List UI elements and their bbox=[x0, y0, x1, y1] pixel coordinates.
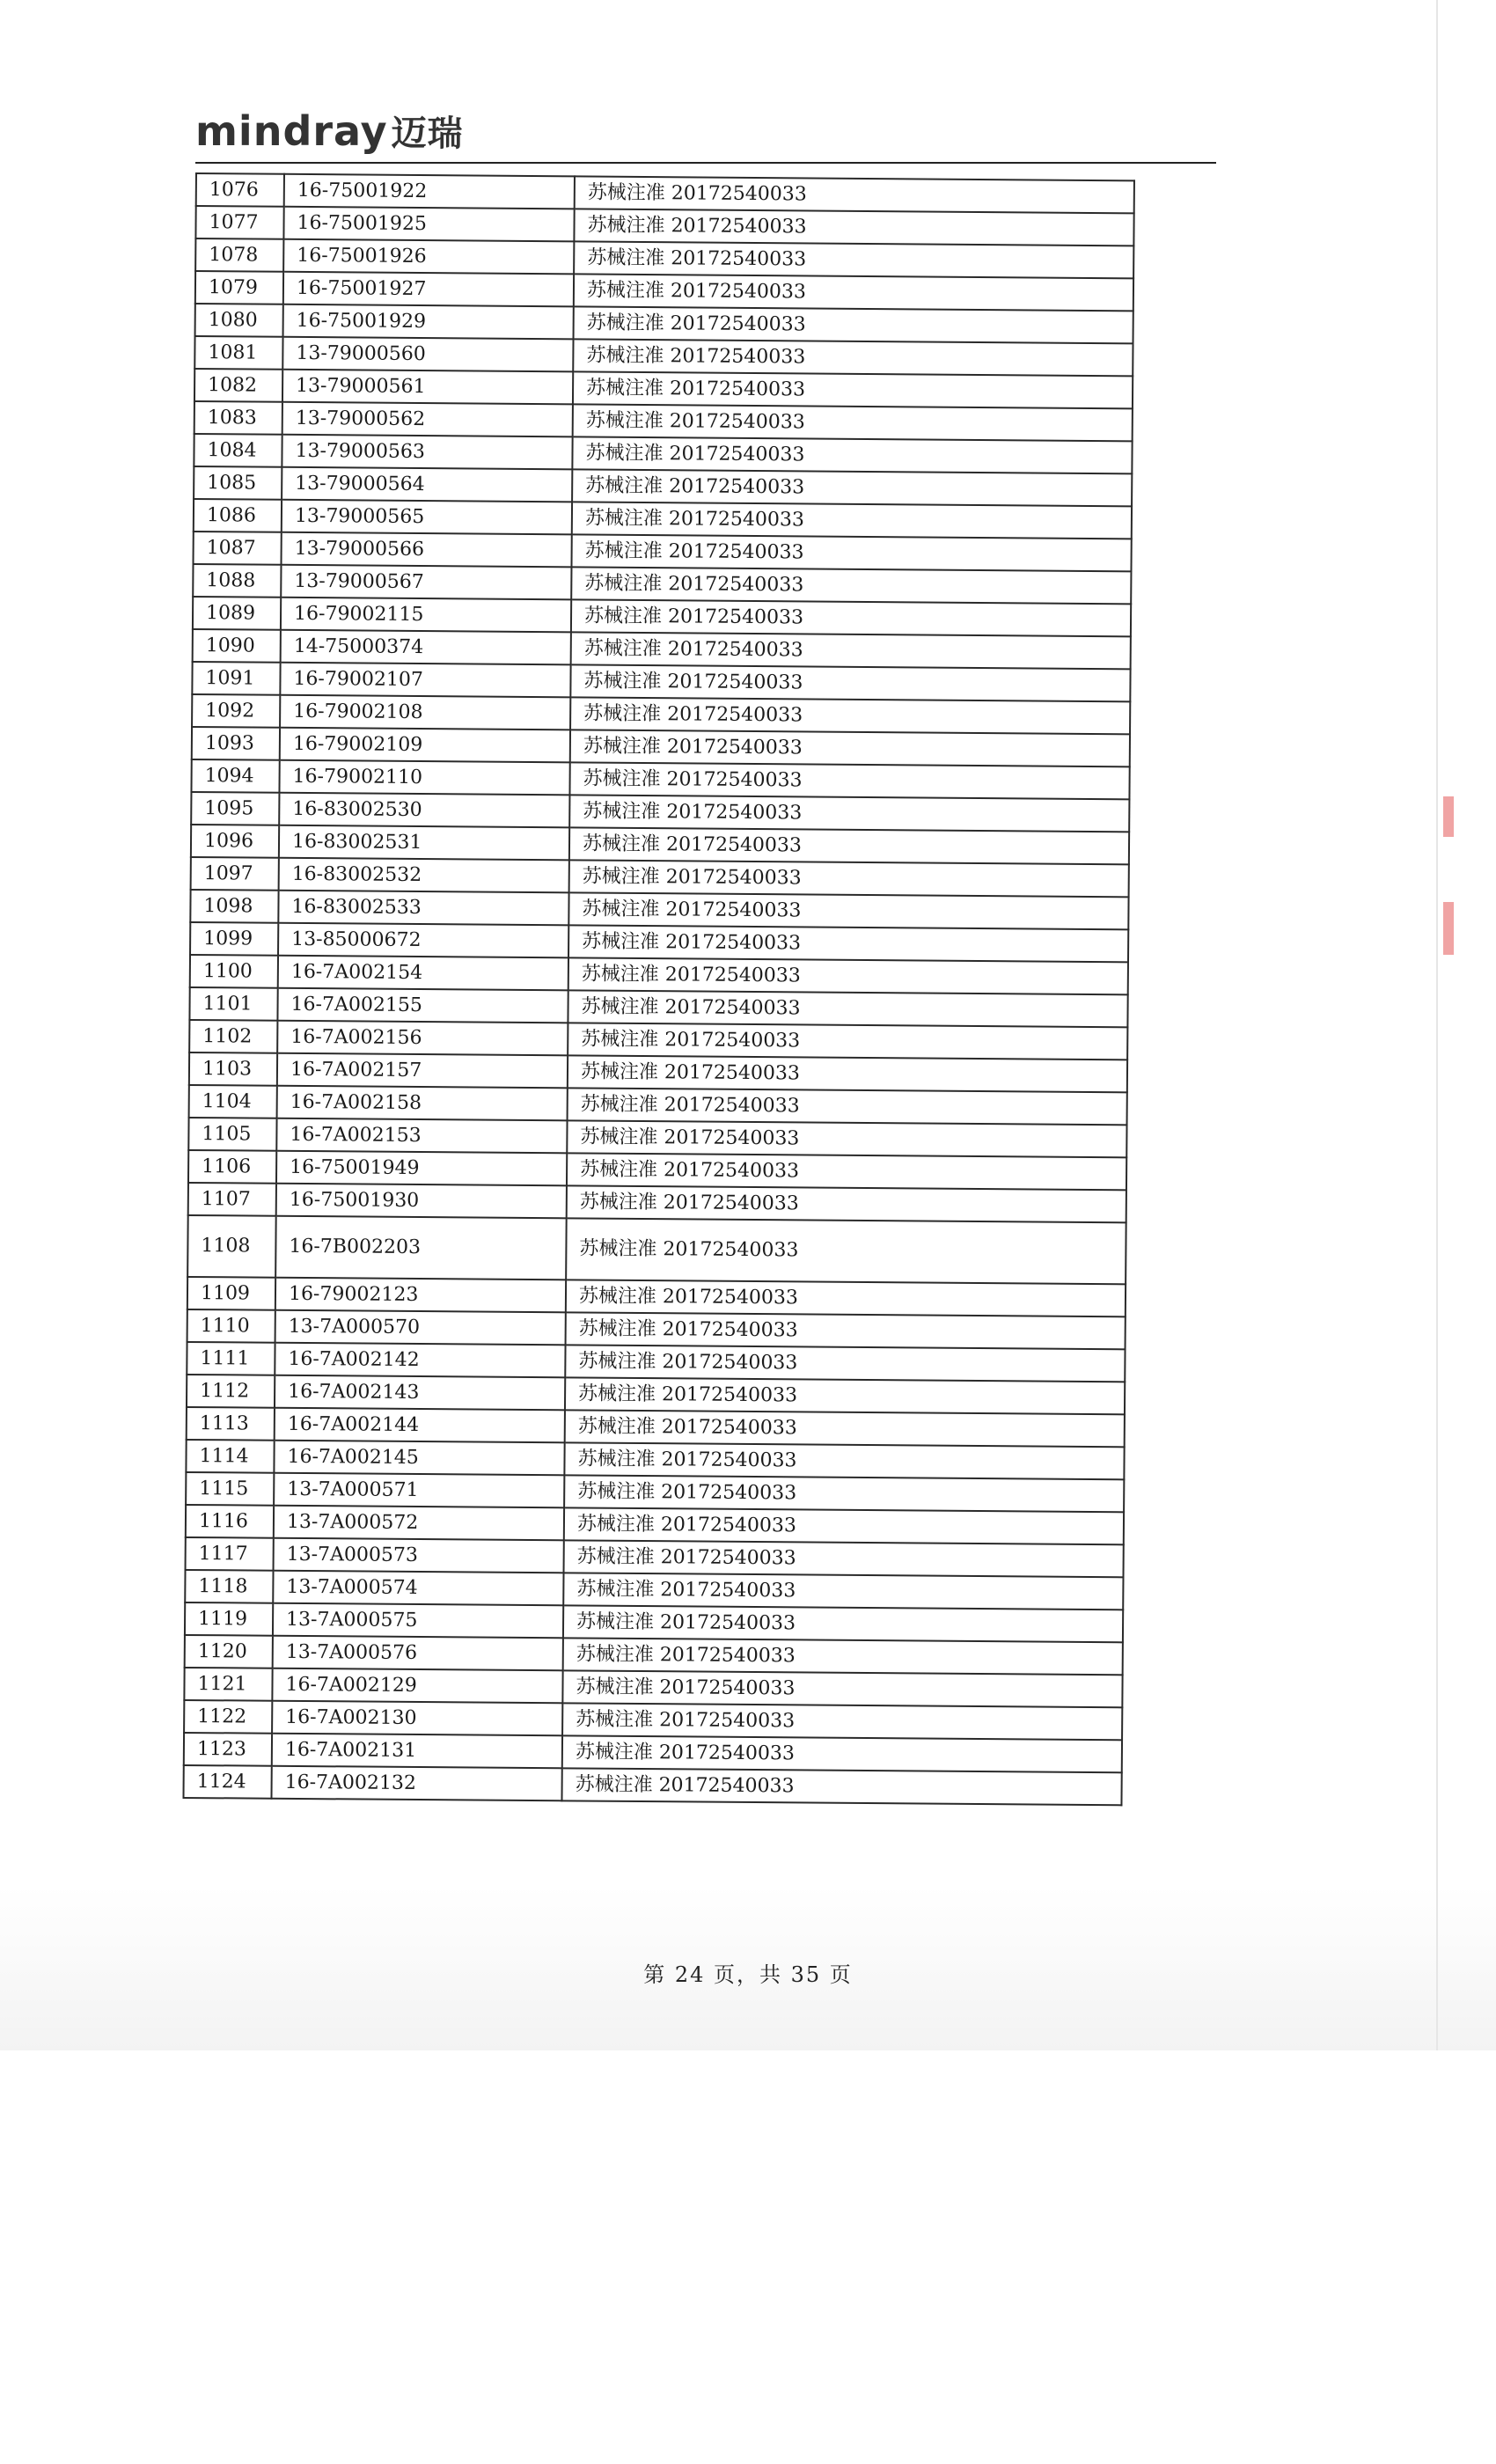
product-code-cell: 16-75001930 bbox=[276, 1184, 567, 1219]
product-code-cell: 13-7A000572 bbox=[274, 1506, 564, 1541]
product-code-cell: 13-79000567 bbox=[281, 565, 571, 600]
product-code-cell: 16-79002123 bbox=[275, 1278, 566, 1313]
product-code-cell: 16-7A002131 bbox=[272, 1734, 562, 1769]
product-code-cell: 16-75001929 bbox=[283, 304, 574, 340]
product-code-cell: 16-7B002203 bbox=[275, 1216, 567, 1280]
seq-cell: 1090 bbox=[193, 629, 281, 663]
scan-edge-line bbox=[1436, 0, 1438, 2050]
registration-number-cell: 苏械注准 20172540033 bbox=[561, 1768, 1121, 1805]
registration-number-cell: 苏械注准 20172540033 bbox=[574, 306, 1133, 343]
product-code-cell: 16-7A002157 bbox=[277, 1053, 568, 1089]
seq-cell: 1108 bbox=[187, 1215, 276, 1278]
seq-cell: 1088 bbox=[193, 564, 281, 598]
registration-number-cell: 苏械注准 20172540033 bbox=[573, 339, 1133, 376]
seq-cell: 1084 bbox=[194, 434, 282, 467]
registration-number-cell: 苏械注准 20172540033 bbox=[566, 1218, 1126, 1284]
product-code-cell: 16-83002530 bbox=[279, 793, 569, 828]
registration-number-cell: 苏械注准 20172540033 bbox=[574, 209, 1133, 246]
seq-cell: 1121 bbox=[184, 1668, 272, 1701]
seq-cell: 1101 bbox=[189, 987, 277, 1021]
seq-cell: 1119 bbox=[185, 1602, 273, 1636]
seq-cell: 1109 bbox=[187, 1277, 275, 1310]
registration-number-cell: 苏械注准 20172540033 bbox=[571, 632, 1131, 669]
registration-number-cell: 苏械注准 20172540033 bbox=[566, 1280, 1126, 1316]
registration-number-cell: 苏械注准 20172540033 bbox=[563, 1573, 1123, 1610]
seq-cell: 1118 bbox=[185, 1570, 273, 1603]
registration-number-cell: 苏械注准 20172540033 bbox=[571, 599, 1131, 636]
registration-number-cell: 苏械注准 20172540033 bbox=[572, 502, 1132, 539]
registration-number-cell: 苏械注准 20172540033 bbox=[566, 1312, 1126, 1349]
seq-cell: 1085 bbox=[194, 466, 282, 500]
registration-number-cell: 苏械注准 20172540033 bbox=[568, 925, 1128, 962]
registration-number-cell: 苏械注准 20172540033 bbox=[573, 404, 1133, 441]
registration-number-cell: 苏械注准 20172540033 bbox=[567, 1185, 1126, 1222]
registration-number-cell: 苏械注准 20172540033 bbox=[565, 1345, 1125, 1382]
product-code-cell: 16-79002108 bbox=[280, 695, 570, 730]
product-code-cell: 16-7A002158 bbox=[277, 1086, 568, 1121]
registration-number-cell: 苏械注准 20172540033 bbox=[569, 795, 1129, 832]
page-header bbox=[195, 107, 1216, 165]
registration-number-cell: 苏械注准 20172540033 bbox=[565, 1377, 1125, 1414]
product-code-cell: 16-75001925 bbox=[283, 207, 574, 242]
product-code-cell: 16-83002531 bbox=[279, 825, 569, 861]
table-row bbox=[183, 1765, 1121, 1805]
seq-cell: 1077 bbox=[195, 206, 283, 239]
registration-number-cell: 苏械注准 20172540033 bbox=[567, 1120, 1126, 1157]
registration-number-cell: 苏械注准 20172540033 bbox=[571, 567, 1131, 604]
seq-cell: 1081 bbox=[194, 336, 282, 370]
product-code-cell: 13-7A000575 bbox=[273, 1603, 563, 1639]
product-code-cell: 16-75001926 bbox=[283, 239, 574, 275]
seq-cell: 1102 bbox=[189, 1020, 277, 1053]
registration-number-cell: 苏械注准 20172540033 bbox=[564, 1540, 1124, 1577]
seq-cell: 1078 bbox=[195, 238, 283, 272]
registration-number-cell: 苏械注准 20172540033 bbox=[571, 534, 1131, 571]
product-code-cell: 14-75000374 bbox=[281, 630, 571, 665]
seq-cell: 1087 bbox=[194, 532, 282, 565]
product-code-cell: 16-7A002155 bbox=[277, 988, 568, 1023]
registration-number-cell: 苏械注准 20172540033 bbox=[570, 664, 1130, 701]
seq-cell: 1079 bbox=[195, 271, 283, 304]
registration-number-cell: 苏械注准 20172540033 bbox=[565, 1410, 1125, 1447]
seq-cell: 1097 bbox=[191, 857, 279, 891]
product-code-cell: 16-7A002129 bbox=[272, 1668, 562, 1704]
seq-cell: 1117 bbox=[186, 1537, 274, 1571]
seq-cell: 1123 bbox=[184, 1733, 272, 1766]
seq-cell: 1122 bbox=[184, 1700, 272, 1734]
registration-number-cell: 苏械注准 20172540033 bbox=[572, 469, 1132, 506]
page-number: 第 24 页，共 35 页 bbox=[643, 1962, 853, 1987]
registration-number-cell: 苏械注准 20172540033 bbox=[569, 762, 1129, 799]
seq-cell: 1110 bbox=[187, 1309, 275, 1343]
seq-cell: 1113 bbox=[187, 1407, 275, 1441]
seq-cell: 1076 bbox=[196, 173, 284, 207]
registration-number-cell: 苏械注准 20172540033 bbox=[570, 697, 1130, 734]
product-code-cell: 13-79000565 bbox=[282, 500, 572, 535]
registration-number-cell: 苏械注准 20172540033 bbox=[575, 176, 1134, 213]
seq-cell: 1095 bbox=[191, 792, 279, 825]
product-code-cell: 16-83002533 bbox=[278, 891, 568, 926]
seq-cell: 1091 bbox=[192, 662, 280, 695]
product-code-cell: 16-7A002132 bbox=[271, 1766, 561, 1801]
product-code-cell: 16-7A002145 bbox=[274, 1441, 564, 1476]
registration-number-cell: 苏械注准 20172540033 bbox=[567, 1153, 1126, 1190]
product-code-cell: 16-83002532 bbox=[279, 858, 569, 893]
registration-table-body bbox=[183, 173, 1133, 1805]
registration-number-cell: 苏械注准 20172540033 bbox=[568, 1055, 1127, 1092]
seq-cell: 1098 bbox=[190, 890, 278, 923]
product-code-cell: 13-7A000573 bbox=[274, 1538, 564, 1573]
product-code-cell: 13-79000562 bbox=[282, 402, 573, 437]
seq-cell: 1124 bbox=[183, 1765, 271, 1799]
product-code-cell: 13-7A000574 bbox=[273, 1571, 563, 1606]
registration-number-cell: 苏械注准 20172540033 bbox=[573, 371, 1133, 408]
seq-cell: 1120 bbox=[185, 1635, 273, 1668]
registration-number-cell: 苏械注准 20172540033 bbox=[569, 827, 1129, 864]
product-code-cell: 13-79000566 bbox=[282, 532, 572, 568]
registration-number-cell: 苏械注准 20172540033 bbox=[562, 1670, 1122, 1707]
registration-number-cell: 苏械注准 20172540033 bbox=[562, 1703, 1122, 1740]
product-code-cell: 16-75001927 bbox=[283, 272, 574, 307]
seq-cell: 1082 bbox=[194, 369, 282, 402]
product-code-cell: 16-79002107 bbox=[280, 663, 570, 698]
logo-text-zh: 迈瑞 bbox=[391, 114, 464, 154]
product-code-cell: 16-7A002153 bbox=[276, 1118, 567, 1154]
product-code-cell: 13-7A000570 bbox=[275, 1310, 566, 1346]
seq-cell: 1114 bbox=[186, 1440, 274, 1473]
product-code-cell: 13-79000563 bbox=[282, 435, 572, 470]
seq-cell: 1107 bbox=[188, 1183, 276, 1216]
registration-number-cell: 苏械注准 20172540033 bbox=[570, 730, 1130, 766]
product-code-cell: 13-85000672 bbox=[278, 923, 568, 958]
stamp-edge-mark bbox=[1443, 902, 1454, 955]
product-code-cell: 16-79002115 bbox=[281, 598, 571, 633]
seq-cell: 1080 bbox=[195, 304, 283, 337]
product-code-cell: 16-75001922 bbox=[284, 174, 575, 209]
registration-number-cell: 苏械注准 20172540033 bbox=[572, 436, 1132, 473]
registration-number-cell: 苏械注准 20172540033 bbox=[563, 1605, 1123, 1642]
product-code-cell: 13-7A000576 bbox=[273, 1636, 563, 1671]
product-code-cell: 13-79000564 bbox=[282, 467, 572, 502]
registration-number-cell: 苏械注准 20172540033 bbox=[568, 892, 1128, 929]
logo-text-en: mindray bbox=[195, 107, 388, 155]
product-code-cell: 13-7A000571 bbox=[274, 1473, 564, 1508]
seq-cell: 1115 bbox=[186, 1472, 274, 1506]
seq-cell: 1112 bbox=[187, 1375, 275, 1408]
registration-table bbox=[182, 172, 1134, 1806]
seq-cell: 1105 bbox=[188, 1118, 276, 1151]
registration-number-cell: 苏械注准 20172540033 bbox=[568, 957, 1128, 994]
registration-number-cell: 苏械注准 20172540033 bbox=[564, 1475, 1124, 1512]
stamp-edge-mark bbox=[1443, 796, 1454, 837]
registration-number-cell: 苏械注准 20172540033 bbox=[569, 860, 1129, 897]
product-code-cell: 16-7A002130 bbox=[272, 1701, 562, 1736]
product-code-cell: 13-79000560 bbox=[282, 337, 573, 372]
seq-cell: 1086 bbox=[194, 499, 282, 532]
product-code-cell: 16-7A002154 bbox=[278, 956, 568, 991]
header-divider bbox=[195, 162, 1216, 164]
product-code-cell: 16-7A002144 bbox=[275, 1408, 565, 1443]
product-code-cell: 16-7A002156 bbox=[277, 1021, 568, 1056]
table-row bbox=[187, 1215, 1126, 1284]
seq-cell: 1116 bbox=[186, 1505, 274, 1538]
seq-cell: 1094 bbox=[191, 759, 279, 793]
registration-number-cell: 苏械注准 20172540033 bbox=[568, 990, 1127, 1027]
seq-cell: 1106 bbox=[188, 1150, 276, 1184]
seq-cell: 1089 bbox=[193, 597, 281, 630]
registration-number-cell: 苏械注准 20172540033 bbox=[574, 241, 1133, 278]
product-code-cell: 16-79002110 bbox=[279, 760, 569, 796]
registration-number-cell: 苏械注准 20172540033 bbox=[564, 1507, 1124, 1544]
product-code-cell: 16-7A002142 bbox=[275, 1343, 565, 1378]
seq-cell: 1100 bbox=[190, 955, 278, 988]
mindray-logo bbox=[195, 107, 464, 155]
seq-cell: 1083 bbox=[194, 401, 282, 435]
product-code-cell: 13-79000561 bbox=[282, 370, 573, 405]
registration-number-cell: 苏械注准 20172540033 bbox=[562, 1735, 1122, 1772]
registration-number-cell: 苏械注准 20172540033 bbox=[568, 1023, 1127, 1060]
registration-number-cell: 苏械注准 20172540033 bbox=[574, 274, 1133, 311]
product-code-cell: 16-75001949 bbox=[276, 1151, 567, 1186]
product-code-cell: 16-79002109 bbox=[280, 728, 570, 763]
seq-cell: 1103 bbox=[189, 1052, 277, 1086]
registration-number-cell: 苏械注准 20172540033 bbox=[564, 1442, 1124, 1479]
seq-cell: 1099 bbox=[190, 922, 278, 956]
seq-cell: 1104 bbox=[189, 1085, 277, 1118]
seq-cell: 1092 bbox=[192, 694, 280, 728]
seq-cell: 1111 bbox=[187, 1342, 275, 1375]
seq-cell: 1096 bbox=[191, 825, 279, 858]
product-code-cell: 16-7A002143 bbox=[275, 1375, 565, 1411]
registration-number-cell: 苏械注准 20172540033 bbox=[568, 1088, 1127, 1125]
registration-number-cell: 苏械注准 20172540033 bbox=[563, 1638, 1123, 1675]
seq-cell: 1093 bbox=[192, 727, 280, 760]
